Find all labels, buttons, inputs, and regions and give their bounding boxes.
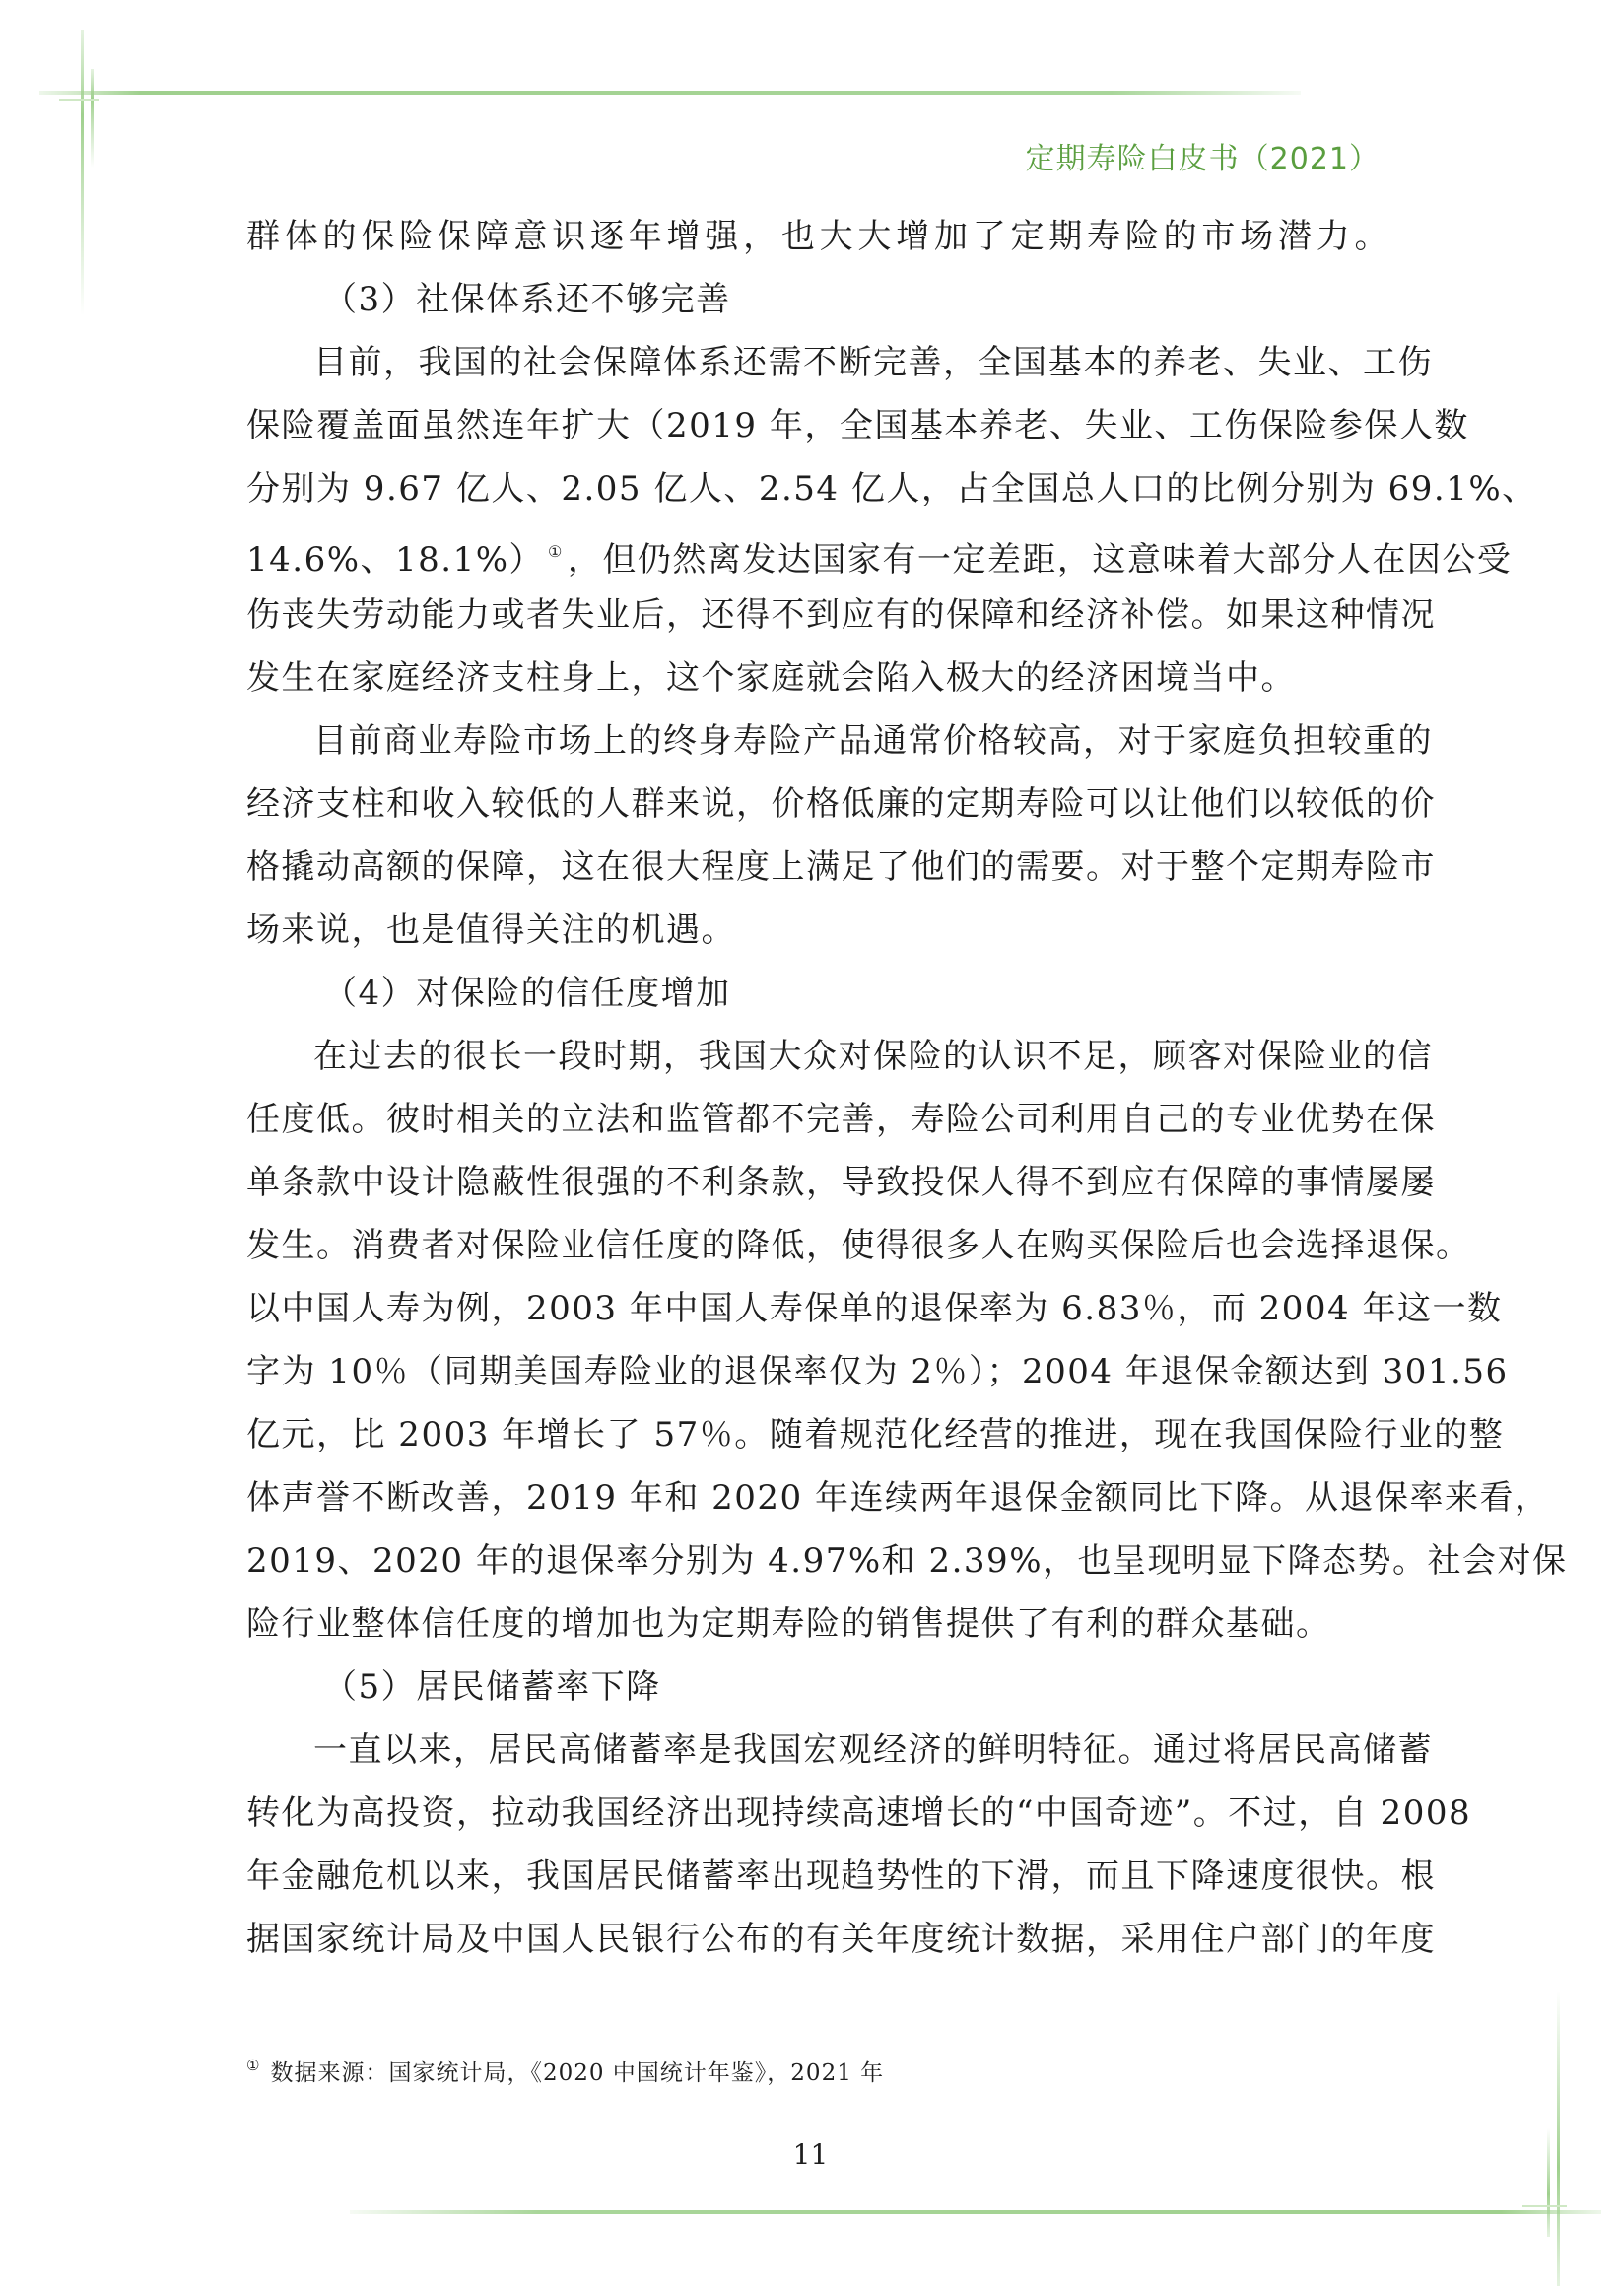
paragraph-line: 年金融危机以来，我国居民储蓄率出现趋势性的下滑，而且下降速度很快。根 — [246, 1857, 1436, 1896]
paragraph-line: 体声誉不断改善，2019 年和 2020 年连续两年退保金额同比下降。从退保率来看， — [246, 1478, 1550, 1518]
paragraph-line: 发生在家庭经济支柱身上，这个家庭就会陷入极大的经济困境当中。 — [246, 658, 1296, 698]
frame-decoration-bottom — [0, 1951, 1621, 2296]
paragraph-line-part: ，但仍然离发达国家有一定差距，这意味着大部分人在因公受 — [567, 540, 1513, 579]
paragraph-line: 转化为高投资，拉动我国经济出现持续高速增长的“中国奇迹”。不过，自 2008 — [246, 1793, 1472, 1833]
paragraph-line: 在过去的很长一段时期，我国大众对保险的认识不足，顾客对保险业的信 — [313, 1037, 1433, 1076]
section-heading: （4）对保险的信任度增加 — [323, 974, 731, 1013]
footnote-reference[interactable]: ① — [548, 542, 564, 561]
paragraph-line: 群体的保险保障意识逐年增强，也大大增加了定期寿险的市场潜力。 — [246, 217, 1389, 256]
body-text — [246, 205, 1568, 1971]
paragraph-line: 分别为 9.67 亿人、2.05 亿人、2.54 亿人，占全国总人口的比例分别为 69.1%、 — [246, 469, 1537, 508]
footnote — [246, 2055, 1232, 2087]
section-heading: （3）社保体系还不够完善 — [323, 280, 731, 319]
paragraph-line — [246, 520, 1513, 583]
footnote-text: 数据来源：国家统计局，《2020 中国统计年鉴》，2021 年 — [270, 2060, 885, 2086]
paragraph-line: 场来说，也是值得关注的机遇。 — [246, 911, 736, 950]
paragraph-line: 经济支柱和收入较低的人群来说，价格低廉的定期寿险可以让他们以较低的价 — [246, 784, 1436, 824]
header-title: 定期寿险白皮书（2021） — [1025, 142, 1380, 176]
paragraph-line: 发生。消费者对保险业信任度的降低，使得很多人在购买保险后也会选择退保。 — [246, 1226, 1471, 1265]
paragraph-line: 目前商业寿险市场上的终身寿险产品通常价格较高，对于家庭负担较重的 — [313, 721, 1433, 761]
paragraph-line: 伤丧失劳动能力或者失业后，还得不到应有的保障和经济补偿。如果这种情况 — [246, 595, 1436, 635]
paragraph-line: 据国家统计局及中国人民银行公布的有关年度统计数据，采用住户部门的年度 — [246, 1920, 1436, 1959]
paragraph-line: 字为 10％（同期美国寿险业的退保率仅为 2％）；2004 年退保金额达到 301.56 — [246, 1352, 1509, 1391]
paragraph-line: 任度低。彼时相关的立法和监管都不完善，寿险公司利用自己的专业优势在保 — [246, 1100, 1436, 1139]
footnote-mark: ① — [246, 2057, 261, 2074]
paragraph-line: 目前，我国的社会保障体系还需不断完善，全国基本的养老、失业、工伤 — [313, 343, 1433, 382]
paragraph-line: 亿元，比 2003 年增长了 57％。随着规范化经营的推进，现在我国保险行业的整 — [246, 1415, 1505, 1454]
section-heading: （5）居民储蓄率下降 — [323, 1667, 661, 1707]
paragraph-line: 格撬动高额的保障，这在很大程度上满足了他们的需要。对于整个定期寿险市 — [246, 847, 1436, 887]
paragraph-line: 2019、2020 年的退保率分别为 4.97%和 2.39%，也呈现明显下降态势。社会对保 — [246, 1541, 1568, 1581]
paragraph-line: 险行业整体信任度的增加也为定期寿险的销售提供了有利的群众基础。 — [246, 1604, 1331, 1644]
paragraph-line: 以中国人寿为例，2003 年中国人寿保单的退保率为 6.83％，而 2004 年这一数 — [246, 1289, 1503, 1328]
paragraph-line: 单条款中设计隐蔽性很强的不利条款，导致投保人得不到应有保障的事情屡屡 — [246, 1163, 1436, 1202]
paragraph-line-part: 14.6%、18.1%） — [246, 540, 545, 579]
paragraph-line: 保险覆盖面虽然连年扩大（2019 年，全国基本养老、失业、工伤保险参保人数 — [246, 406, 1469, 445]
paragraph-line: 一直以来，居民高储蓄率是我国宏观经济的鲜明特征。通过将居民高储蓄 — [313, 1730, 1433, 1770]
page-number: 11 — [792, 2138, 829, 2171]
